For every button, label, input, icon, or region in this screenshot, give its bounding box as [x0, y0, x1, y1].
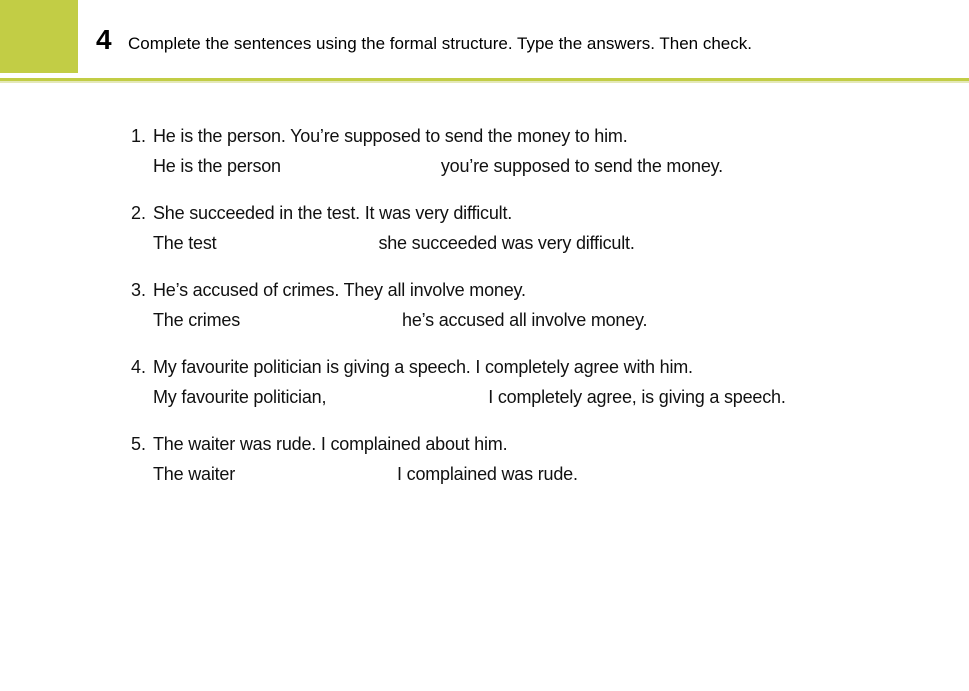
- item-original-sentence: She succeeded in the test. It was very difficult.: [153, 203, 513, 223]
- exercise-item-1: [128, 124, 928, 201]
- prompt-before: He is the person: [153, 156, 281, 176]
- item-prompt-line: [153, 385, 786, 409]
- answer-input-1[interactable]: [287, 155, 435, 177]
- prompt-after: I completely agree, is giving a speech.: [488, 387, 786, 407]
- item-original-sentence: My favourite politician is giving a speech. I completely agree with him.: [153, 357, 693, 377]
- exercise-instruction: Complete the sentences using the formal structure. Type the answers. Then check.: [128, 34, 752, 53]
- item-number: 3.: [130, 280, 146, 300]
- answer-input-3[interactable]: [246, 309, 396, 331]
- exercise-items: [128, 124, 928, 509]
- answer-input-5[interactable]: [241, 463, 391, 485]
- item-prompt-line: [153, 308, 647, 332]
- exercise-item-2: [128, 201, 928, 278]
- item-number: 1.: [130, 126, 146, 146]
- prompt-before: The crimes: [153, 310, 241, 330]
- prompt-before: The test: [153, 233, 217, 253]
- item-original-sentence: He’s accused of crimes. They all involve money.: [153, 280, 526, 300]
- exercise-number: 4: [96, 24, 112, 55]
- item-original-sentence: He is the person. You’re supposed to send the money to him.: [153, 126, 628, 146]
- prompt-after: I complained was rude.: [397, 464, 578, 484]
- exercise-item-5: [128, 432, 928, 509]
- answer-input-4[interactable]: [332, 386, 482, 408]
- item-prompt-line: [153, 462, 578, 486]
- prompt-before: The waiter: [153, 464, 236, 484]
- exercise-header: [0, 0, 969, 80]
- prompt-after: he’s accused all involve money.: [402, 310, 648, 330]
- prompt-after: she succeeded was very difficult.: [378, 233, 635, 253]
- item-number: 4.: [130, 357, 146, 377]
- item-number: 5.: [130, 434, 146, 454]
- answer-input-2[interactable]: [222, 232, 372, 254]
- exercise-item-4: [128, 355, 928, 432]
- prompt-before: My favourite politician,: [153, 387, 327, 407]
- item-prompt-line: [153, 231, 635, 255]
- exercise-item-3: [128, 278, 928, 355]
- item-number: 2.: [130, 203, 146, 223]
- accent-block: [0, 0, 78, 73]
- item-prompt-line: [153, 154, 723, 178]
- prompt-after: you’re supposed to send the money.: [440, 156, 723, 176]
- header-divider-shadow: [0, 81, 969, 83]
- item-original-sentence: The waiter was rude. I complained about him.: [153, 434, 508, 454]
